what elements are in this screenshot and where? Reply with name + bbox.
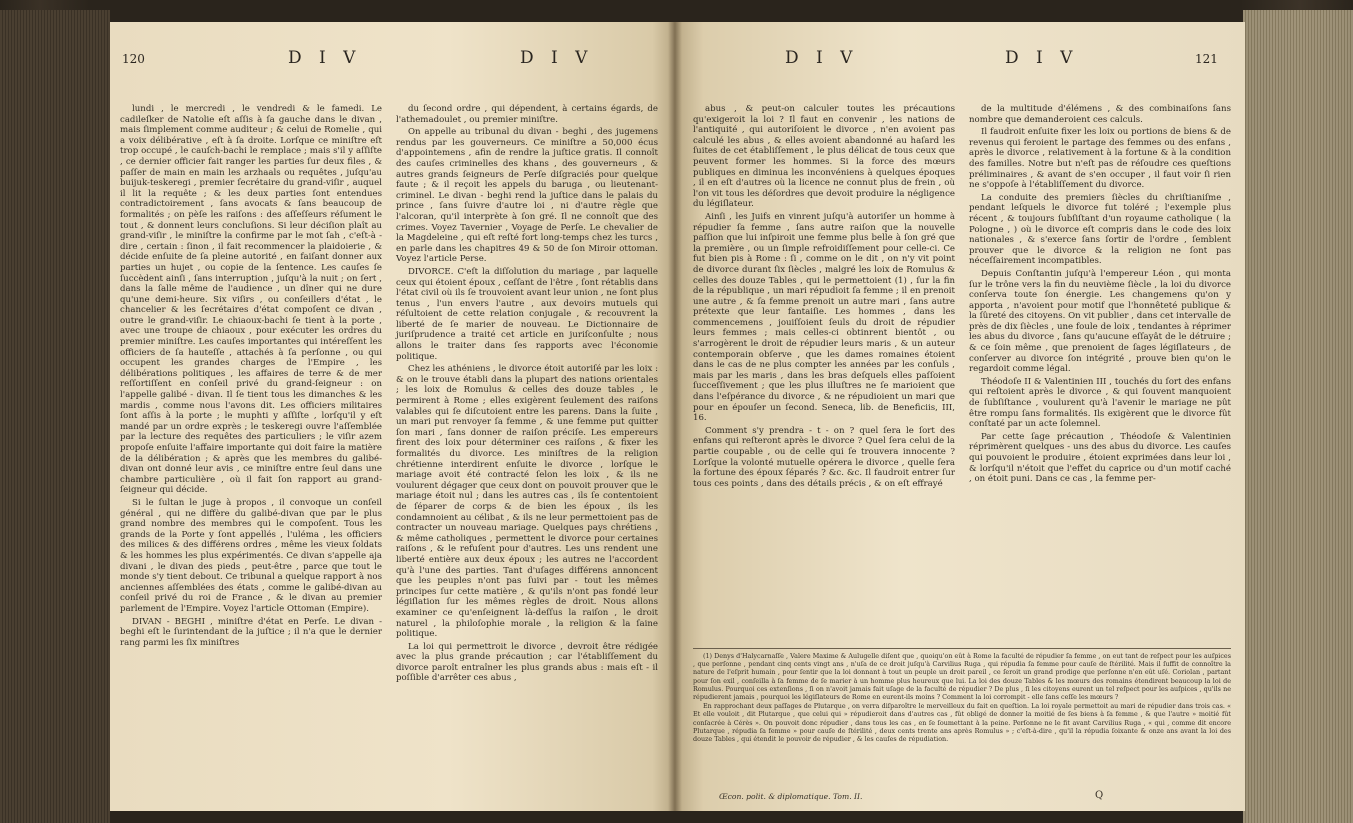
- paragraph: Il faudroit enſuite fixer les loix ou portions de biens & de revenus qui feroient le partage des femmes ou des enfans , après le divorce , relativement à la fortune & à la condition des familles. Notre but n'eſt pas de réſoudre ces queſtions préliminaires , & avant de s'en occuper , il faut voir ſi rien ne s'oppoſe à l'établiſſement du divorce.: [969, 127, 1231, 191]
- book-gutter: [668, 22, 682, 811]
- text-column-2: [969, 104, 1231, 487]
- paragraph: Si le ſultan le juge à propos , il convoque un conſeil général , qui ne diffère du galibé-divan que par le plus grand nombre des membres qui le compoſent. Tous les grands de la Porte y ſont appellés , l'uléma , les officiers des milices & des différens ordres , même les vieux ſoldats & les hommes les plus expérimentés. Ce divan s'appelle aja divani , le divan des pieds , peut-être , parce que tout le monde s'y tient debout. Ce tribunal a quelque rapport à nos anciennes aſſemblées des états , comme le galibé-divan au conſeil privé du roi de France , & le divan au premier parlement de l'Empire. Voyez l'article Ottoman (Empire).: [120, 497, 382, 614]
- paragraph: Chez les athéniens , le divorce étoit autoriſé par les loix : & on le trouve établi dans la plupart des nations orientales ; les loix de Romulus & celles des douze tables , le permirent à Rome ; elles exigèrent ſeulement des raiſons valables qui ſe diſcutoient entre les parens. Dans la ſuite , un mari put renvoyer ſa femme , & une femme put quitter ſon mari , ſans donner de raiſon préciſe. Les empereurs firent des loix pour déterminer ces raiſons , & fixer les formalités du divorce. Les miniſtres de la religion chrétienne interdirent enſuite le divorce , lorſque le mariage avoit été contracté ſelon les loix , & ils ne voulurent dégager que ceux dont on pouvoit prouver que le mariage étoit nul ; dans les autres cas , ils ſe contentoient de ſéparer de corps & de bien les époux , ils les condamnoient au célibat , & ils ne leur permettoient pas de contracter un nouveau mariage. Quelques pays chrétiens , & même catholiques , permettent le divorce pour certaines raiſons , & le refuſent pour d'autres. Les uns rendent une liberté entière aux deux époux ; les autres ne l'accordent qu'à l'une des parties. Tant d'uſages différens annoncent que les peuples n'ont pas ſuivi par - tout les mêmes principes ſur cette matière , & qu'ils n'ont pas fondé leur légiſlation ſur les mêmes règles de droit. Nous allons examiner ce qu'enſeignent là-deſſus la raiſon , le droit naturel , la philoſophie morale , la religion & la ſaine politique.: [396, 364, 658, 640]
- paragraph: DIVORCE. C'eſt la diſſolution du mariage , par laquelle ceux qui étoient époux , ceſſant de l'être , ſont rétablis dans l'état civil où ils ſe trouvoient avant leur union , ne ſont plus tenus , l'un envers l'autre , aux devoirs mutuels qui réſultoient de cette relation conjugale , & recouvrent la liberté de ſe marier de nouveau. Le Dictionnaire de juriſprudence a traité cet article en juriſconſulte ; nous allons le traiter dans ſes rapports avec l'économie politique.: [396, 266, 658, 362]
- paragraph: Par cette ſage précaution , Théodoſe & Valentinien réprimèrent quelques - uns des abus du divorce. Les cauſes qui pouvoient le produire , étoient exprimées dans leur loi , & lorſqu'il n'étoit que l'effet du caprice ou d'un motif caché , on étoit puni. Dans ce cas , la femme per-: [969, 431, 1231, 485]
- paragraph: Comment s'y prendra - t - on ? quel ſera le ſort des enfans qui reſteront après le divorce ? Quel ſera celui de la partie coupable , ou de celle qui ſe trouvera innocente ? Lorſque la volonté mutuelle opérera le divorce , quelle ſera la fortune des époux ſéparés ? &c. &c. Il faudroit entrer ſur tous ces points , dans des détails précis , & on eſt effrayé: [693, 425, 955, 489]
- footnote: En rapprochant deux paſſages de Plutarque , on verra diſparoître le merveilleux du fait en queſtion. La loi royale permettoit au mari de répudier dans trois cas. « Et elle vouloit , dit Plutarque , que celui qui » répudieroit dans d'autres cas , fût obligé de donner la moitié de ſes biens à ſa femme , & que l'autre » moitié fût conſacrée à Cérès ». On pouvoit donc répudier , dans tous les cas , en ſe ſoumettant à la peine. Perſonne ne le fit avant Carvilius Ruga , « qui , comme dit encore Plutarque , répudia ſa femme » pour cauſe de ſtérilité , deux cents trente ans après Romulus » ; c'eſt-à-dire , qu'il la répudia ſoixante & onze ans avant la loi des douze Tables , qui étendit le pouvoir de répudier , & les cauſes de répudiation.: [693, 702, 1231, 744]
- left-page: [110, 22, 675, 811]
- paragraph: abus , & peut-on calculer toutes les précautions qu'exigeroit la loi ? Il faut en convenir , les nations de l'antiquité , qui autoriſoient le divorce , n'en avoient pas calculé les abus , & elles avoient abandonné au haſard les ſuites de cet établiſſement , le plus délicat de tous ceux que peuvent former les hommes. Si la force des mœurs publiques en diminua les inconvéniens à quelques époques , il en eſt d'autres où la licence ne connut plus de frein , où l'on vit tous les déſordres que devoit produire la négligence du légiſlateur.: [693, 104, 955, 210]
- paragraph: DIVAN - BEGHI , miniſtre d'état en Perſe. Le divan - beghi eſt le ſurintendant de la juſtice ; il n'a que le dernier rang parmi les ſix miniſtres: [120, 616, 382, 648]
- paragraph: Théodoſe II & Valentinien III , touchés du ſort des enfans qui reſtoient après le divorce , & qui ſouvent manquoient de ſubſiſtance , voulurent qu'à l'avenir le mariage ne pût être rompu ſans formalités. Ils exigèrent que le divorce fût conſtaté par un acte ſolemnel.: [969, 376, 1231, 430]
- left-page-edges: [0, 10, 110, 823]
- right-page-edges: [1243, 10, 1353, 823]
- text-column-2: [396, 104, 658, 686]
- running-head: D I V: [520, 48, 594, 68]
- page-number: 120: [122, 52, 145, 66]
- running-head: D I V: [785, 48, 859, 68]
- paragraph: du ſecond ordre , qui dépendent, à certains égards, de l'athemadoulet , ou premier miniſtre.: [396, 104, 658, 125]
- page-number: 121: [1195, 52, 1218, 66]
- running-head: D I V: [288, 48, 362, 68]
- signature-line: Œcon. polit. & diplomatique. Tom. II.: [719, 792, 863, 801]
- footnotes: [693, 652, 1231, 744]
- text-column-1: [693, 104, 955, 491]
- signature-mark: Q: [1095, 790, 1104, 801]
- footnote: (1) Denys d'Halycarnaſſe , Valere Maxime & Aulugelle diſent que , quoiqu'on eût à Rome la faculté de répudier ſa femme , on eut tant de reſpect pour les auſpices , que perſonne , pendant cinq cents vingt ans , n'uſa de ce droit juſqu'à Carvilius Ruga , qui répudia ſa femme pour cauſe de ſtérilité. Mais il ſuffit de connoître la nature de l'eſprit humain , pour ſentir que la loi donnant à tout un peuple un droit pareil , ce ſeroit un grand prodige que perſonne n'en eût uſé. Coriolan , partant pour ſon exil , conſeilla à ſa femme de ſe marier à un homme plus heureux que lui. La loi des douze Tables & les mœurs des romains étendirent beaucoup la loi de Romulus. Pourquoi ces extenſions , ſi on n'avoit jamais fait uſage de la faculté de répudier ? De plus , ſi les citoyens eurent un tel reſpect pour les auſpices , qu'ils ne répudierent jamais , pourquoi les légiſlateurs de Rome en eurent-ils moins ? Comment la loi corrompit - elle ſans ceſſe les mœurs ?: [693, 652, 1231, 702]
- running-head: D I V: [1005, 48, 1079, 68]
- paragraph: La loi qui permettroit le divorce , devroit être rédigée avec la plus grande précaution ; car l'établiſſement du divorce paroît entraîner les plus grands abus : mais eſt - il poſſible d'arrêter ces abus ,: [396, 641, 658, 684]
- text-column-1: [120, 104, 382, 650]
- paragraph: La conduite des premiers ſiècles du chriſtianiſme , pendant leſquels le divorce fut toléré ; l'exemple plus récent , & toujours ſubſiſtant d'un royaume catholique ( la Pologne , ) où le divorce eſt compris dans le code des loix nationales , & s'exerce ſans ſortir de l'ordre , ſemblent prouver que le divorce & la religion ne ſont pas néceſſairement incompatibles.: [969, 192, 1231, 267]
- paragraph: Depuis Conſtantin juſqu'à l'empereur Léon , qui monta ſur le trône vers la fin du neuvième ſiècle , la loi du divorce conſerva toute ſon énergie. Les changemens qu'on y apporta , n'avoient pour motif que l'honnêteté publique & la ſûreté des citoyens. On vit publier , dans cet intervalle de près de dix ſiècles , une foule de loix , tendantes à réprimer les abus du divorce , ſans qu'aucune eſſayât de le détruire ; & ce ſoin même , que prenoient de ſages légiſlateurs , de conſerver au divorce ſon intégrité , prouve bien qu'on le regardoit comme légal.: [969, 268, 1231, 375]
- paragraph: On appelle au tribunal du divan - beghi , des jugemens rendus par les gouverneurs. Ce miniſtre a 50,000 écus d'appointemens , afin de rendre la juſtice gratis. Il connoît des cauſes criminelles des khans , des gouverneurs , & autres grands ſeigneurs de Perſe diſgraciés pour quelque faute ; & il reçoit les appels du baruga , ou lieutenant-criminel. Le divan - beghi rend la juſtice dans le palais du prince , ſans ſuivre d'autre loi , ni d'autre règle que l'alcoran, qu'il interprète à ſon gré. Il ne connoît que des crimes. Voyez Tavernier , Voyage de Perſe. Le chevalier de la Magdeleine , qui eſt reſté fort long-temps chez les turcs , en parle dans les chapitres 49 & 50 de ſon Miroir ottoman. Voyez l'article Perse.: [396, 127, 658, 265]
- paragraph: de la multitude d'élémens , & des combinaiſons ſans nombre que demanderoient ces calculs.: [969, 104, 1231, 125]
- footnote-divider: [693, 648, 1231, 649]
- paragraph: Ainſi , les Juifs en vinrent juſqu'à autoriſer un homme à répudier ſa femme , ſans autre raiſon que la nouvelle paſſion que lui inſpiroit une femme plus belle à ſon gré que la première , ou un ſimple refroidiſſement pour celle-ci. Ce fut bien pis à Rome : ſi , comme on le dit , on n'y vit point de divorce durant ſix ſiècles , malgré les loix de Romulus & celles des douze Tables , qui le permettoient (1) , ſur la fin de la république , un mari répudioit ſa femme ; il en prenoit une autre , & ſa femme prenoit un autre mari , ſans autre prétexte que leur fantaiſie. Les hommes , dans les commencemens , jouiſſoient ſeuls du droit de répudier leurs femmes ; mais celles-ci obtinrent bientôt , ou s'arrogèrent le droit de répudier leurs maris , & un auteur contemporain obſerve , que les dames romaines étoient dans le cas de ne plus compter les années par les conſuls , mais par les maris , dans les bras deſquels elles paſſoient ſucceſſivement ; que les plus illuſtres ne ſe marioient que dans l'eſpérance du divorce , & ne répudioient un mari que pour en épouſer un ſecond. Seneca, lib. de Beneficiis, III, 16.: [693, 211, 955, 424]
- paragraph: lundi , le mercredi , le vendredi & le famedi. Le cadileſker de Natolie eſt aſſis à ſa gauche dans le divan , mais ſimplement comme auditeur ; & celui de Romelie , qui a voix délibérative , eſt à ſa droite. Lorſque ce miniſtre eſt trop occupé , le cauſch-bachi le remplace ; mais s'il y aſſiſte , ce dernier officier fait ranger les parties ſur deux files , & paſſer de main en main les arzhaals ou requêtes , juſqu'au buijuk-teskeregi , premier ſecrétaire du grand-viſir , auquel il lit la requête ; & les deux parties ſont entendues contradictoirement , ſans avocats & ſans beaucoup de formalités ; on pèſe les raiſons : des aſſeſſeurs réſument le tout , & donnent leurs concluſions. Si leur déciſion plaît au grand-viſir , le miniſtre la confirme par le mot ſah , c'eſt-à - dire , certain : ſinon , il fait recommencer la plaidoierie , & décide enſuite de ſa pleine autorité , en faiſant donner aux parties un hujet , ou copie de la ſentence. Les cauſes ſe ſuccèdent ainſi , ſans interruption , juſqu'à la nuit ; on ſert , dans la ſalle même de l'audience , un dîner qui ne dure qu'une demi-heure. Six viſirs , ou conſeillers d'état , le chancelier & les ſecrétaires d'état compoſent ce divan , outre le grand-viſir. Le chiaoux-bachi ſe tient à la porte , avec une troupe de chiaoux , pour exécuter les ordres du premier miniſtre. Les cauſes importantes qui intéreſſent les officiers de ſa hauteſſe , attachés à ſa perſonne , ou qui occupent les grandes charges de l'Empire , les délibérations politiques , les affaires de terre & de mer reſſortiſſent en conſeil privé du grand-ſeigneur : on l'appelle galibé - divan. Il ſe tient tous les dimanches & les mardis , comme nous l'avons dit. Les officiers militaires ſont aſſis à la porte ; le muphti y aſſiſte , lorſqu'il y eſt mandé par un ordre exprès ; le teskeregi ouvre l'aſſemblée par la lecture des requêtes des particuliers ; le viſir azem propoſe enſuite l'affaire importante qui doit faire la matière de la délibération ; & après que les membres du galibé-divan ont donné leur avis , ce miniſtre entre ſeul dans une chambre particulière , où il fait ſon rapport au grand-ſeigneur qui décide.: [120, 104, 382, 496]
- right-page: [675, 22, 1245, 811]
